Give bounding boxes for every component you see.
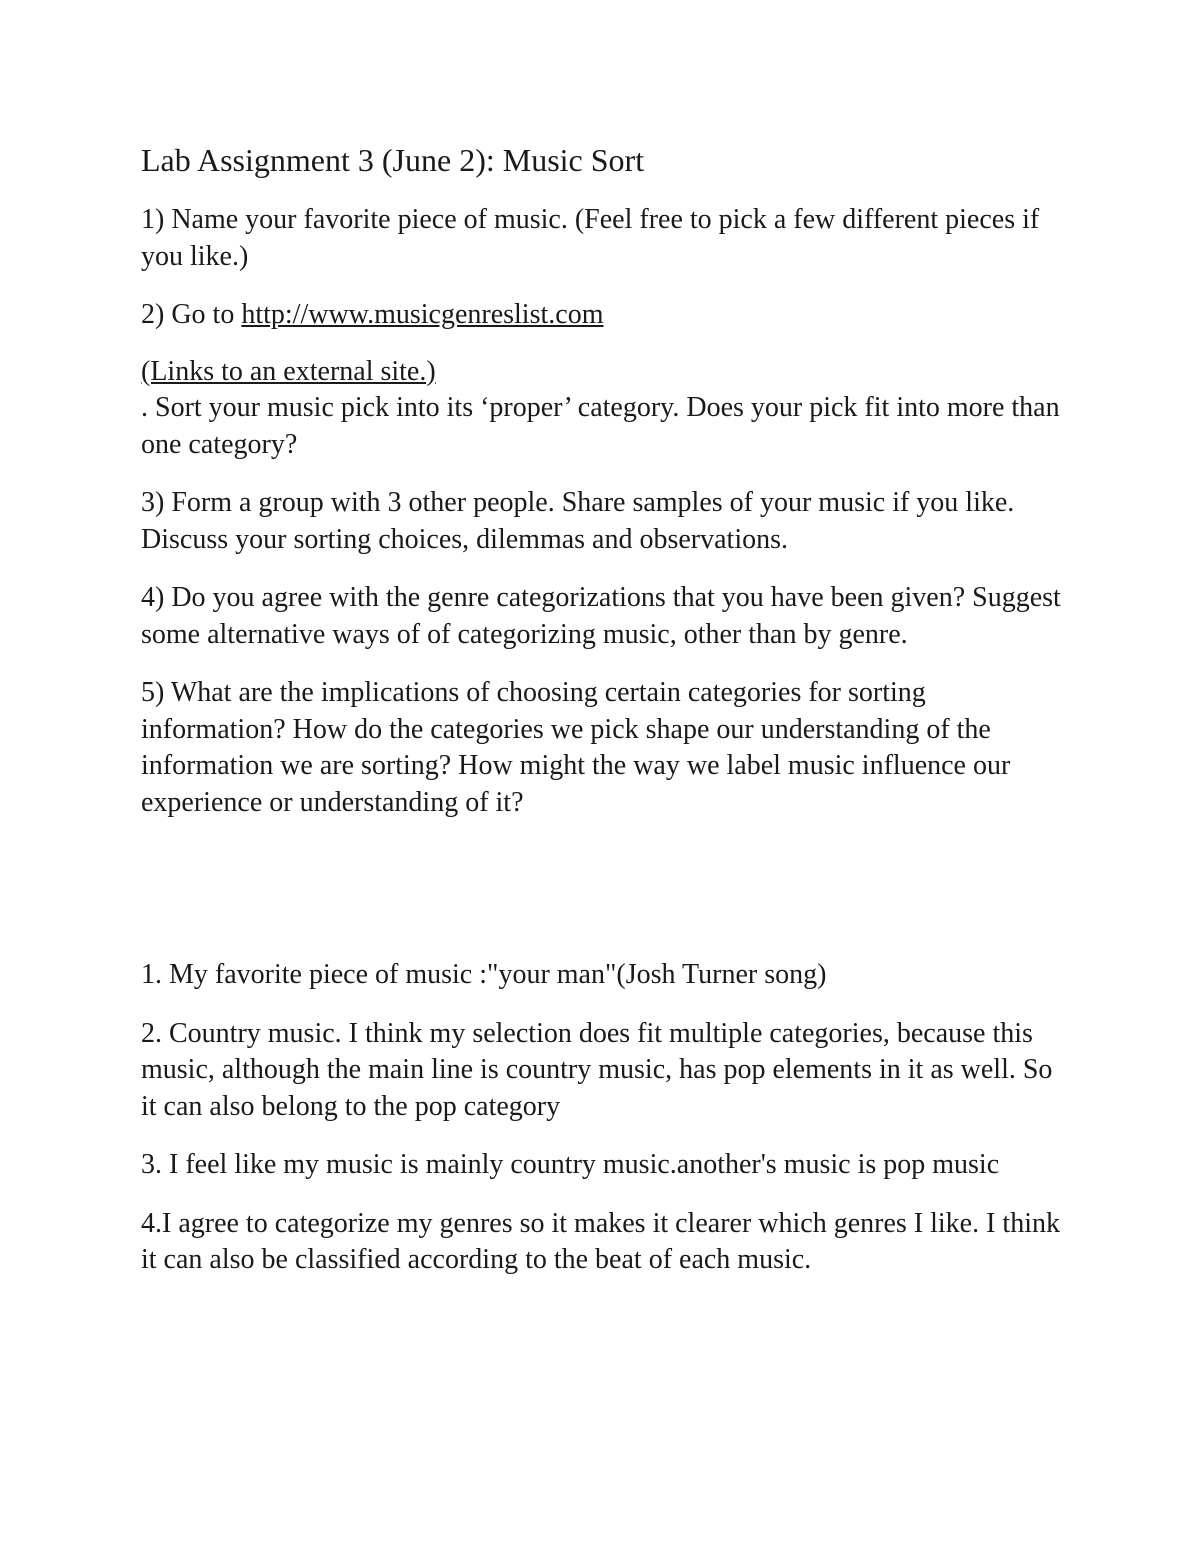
answer-1: 1. My favorite piece of music :"your man"(Josh Turner song): [141, 959, 827, 990]
answer-3: 3. I feel like my music is mainly country music.another's music is pop music: [141, 1149, 1000, 1180]
external-link-line: [141, 354, 1071, 391]
question-1: 1) Name your favorite piece of music. (Feel free to pick a few different pieces if you like.): [141, 204, 1040, 272]
external-site-link[interactable]: (Links to an external site.): [141, 355, 436, 387]
musicgenreslist-link[interactable]: http://www.musicgenreslist.com: [241, 299, 604, 330]
question-2-text: . Sort your music pick into its ‘proper’ category. Does your pick fit into more than one category?: [141, 392, 1060, 460]
question-3: 3) Form a group with 3 other people. Share samples of your music if you like. Discuss your sorting choices, dilemmas and observations.: [141, 487, 1015, 555]
answer-2: 2. Country music. I think my selection does fit multiple categories, because this music, although the main line is country music, has pop elements in it as well. So it can also belong to the pop category: [141, 1017, 1053, 1122]
question-5: 5) What are the implications of choosing certain categories for sorting information? How do the categories we pick shape our understanding of the information we are sorting? How might the way we label music influence our experience or understanding of it?: [141, 677, 1011, 818]
answer-4: 4.I agree to categorize my genres so it makes it clearer which genres I like. I think it can also be classified according to the beat of each music.: [141, 1207, 1060, 1275]
question-4: 4) Do you agree with the genre categorizations that you have been given? Suggest some alternative ways of of categorizing music, other than by genre.: [141, 582, 1061, 650]
question-2-prefix: 2) Go to: [141, 299, 242, 330]
question-2-intro: [141, 297, 1071, 334]
document-title: Lab Assignment 3 (June 2): Music Sort: [141, 142, 645, 178]
document-page: [141, 140, 1071, 1301]
section-gap: [141, 843, 1071, 957]
